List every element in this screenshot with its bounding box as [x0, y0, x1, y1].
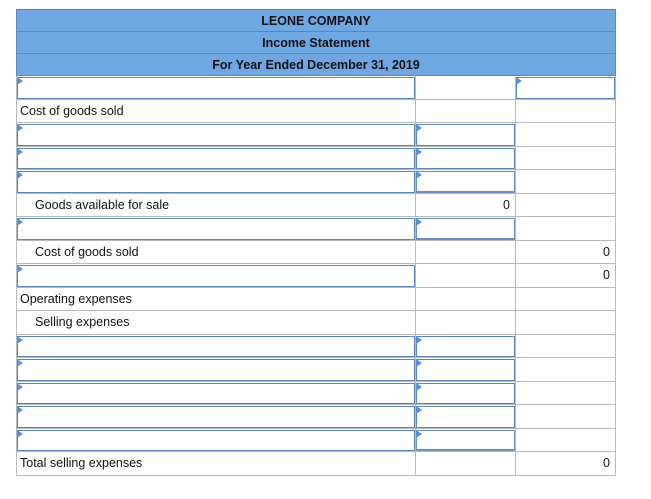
dropdown-marker-icon	[416, 124, 422, 132]
company-name: LEONE COMPANY	[16, 9, 616, 32]
line-item-input[interactable]	[17, 124, 415, 146]
table-row	[16, 288, 616, 312]
dropdown-marker-icon	[416, 336, 422, 344]
table-row	[16, 429, 616, 453]
dropdown-marker-icon	[17, 406, 23, 414]
operating-expenses-label: Operating expenses	[20, 291, 132, 306]
cogs-value: 0	[603, 244, 610, 259]
dropdown-marker-icon	[17, 218, 23, 226]
dropdown-marker-icon	[416, 383, 422, 391]
dropdown-marker-icon	[516, 77, 522, 85]
cogs-heading: Cost of goods sold	[20, 103, 124, 118]
amount-input[interactable]	[416, 171, 515, 193]
line-item-input[interactable]	[17, 218, 415, 240]
line-item-input[interactable]	[17, 359, 415, 381]
amount-input[interactable]	[416, 430, 515, 452]
line-item-input[interactable]	[17, 406, 415, 428]
line-item-input[interactable]	[17, 148, 415, 170]
table-row	[16, 405, 616, 429]
table-row	[16, 147, 616, 171]
cogs-label: Cost of goods sold	[35, 244, 139, 259]
amount-input[interactable]	[416, 359, 515, 381]
dropdown-marker-icon	[17, 148, 23, 156]
table-row	[16, 264, 616, 288]
amount-input[interactable]	[416, 124, 515, 146]
amount-input[interactable]	[416, 218, 515, 240]
gross-profit-value: 0	[603, 268, 610, 283]
line-item-input[interactable]	[17, 171, 415, 193]
dropdown-marker-icon	[416, 406, 422, 414]
table-row	[16, 170, 616, 194]
dropdown-marker-icon	[17, 336, 23, 344]
line-item-input[interactable]	[17, 265, 415, 287]
total-selling-value: 0	[603, 456, 610, 471]
dropdown-marker-icon	[17, 124, 23, 132]
table-row	[16, 382, 616, 406]
amount-input[interactable]	[416, 383, 515, 405]
line-item-input[interactable]	[17, 430, 415, 452]
dropdown-marker-icon	[416, 148, 422, 156]
goods-available-label: Goods available for sale	[35, 197, 170, 212]
statement-title: Income Statement	[16, 32, 616, 54]
table-row	[16, 123, 616, 147]
dropdown-marker-icon	[416, 218, 422, 226]
selling-expenses-label: Selling expenses	[35, 315, 130, 330]
statement-period: For Year Ended December 31, 2019	[16, 54, 616, 76]
line-item-input[interactable]	[17, 77, 415, 99]
table-row	[16, 452, 616, 476]
dropdown-marker-icon	[17, 383, 23, 391]
amount-input[interactable]	[416, 336, 515, 358]
line-item-input[interactable]	[17, 383, 415, 405]
table-row	[16, 335, 616, 359]
table-row	[16, 241, 616, 265]
dropdown-marker-icon	[17, 359, 23, 367]
table-row	[16, 217, 616, 241]
dropdown-marker-icon	[416, 171, 422, 179]
table-row	[16, 358, 616, 382]
table-row	[16, 100, 616, 124]
dropdown-marker-icon	[17, 171, 23, 179]
dropdown-marker-icon	[416, 359, 422, 367]
table-row	[16, 76, 616, 100]
dropdown-marker-icon	[416, 430, 422, 438]
goods-available-value: 0	[503, 197, 510, 212]
table-row	[16, 311, 616, 335]
amount-input[interactable]	[516, 77, 615, 99]
table-row	[16, 194, 616, 218]
dropdown-marker-icon	[17, 77, 23, 85]
amount-input[interactable]	[416, 148, 515, 170]
dropdown-marker-icon	[17, 430, 23, 438]
amount-input[interactable]	[416, 406, 515, 428]
income-statement-sheet	[16, 9, 616, 476]
dropdown-marker-icon	[17, 265, 23, 273]
total-selling-label: Total selling expenses	[20, 456, 143, 471]
line-item-input[interactable]	[17, 336, 415, 358]
